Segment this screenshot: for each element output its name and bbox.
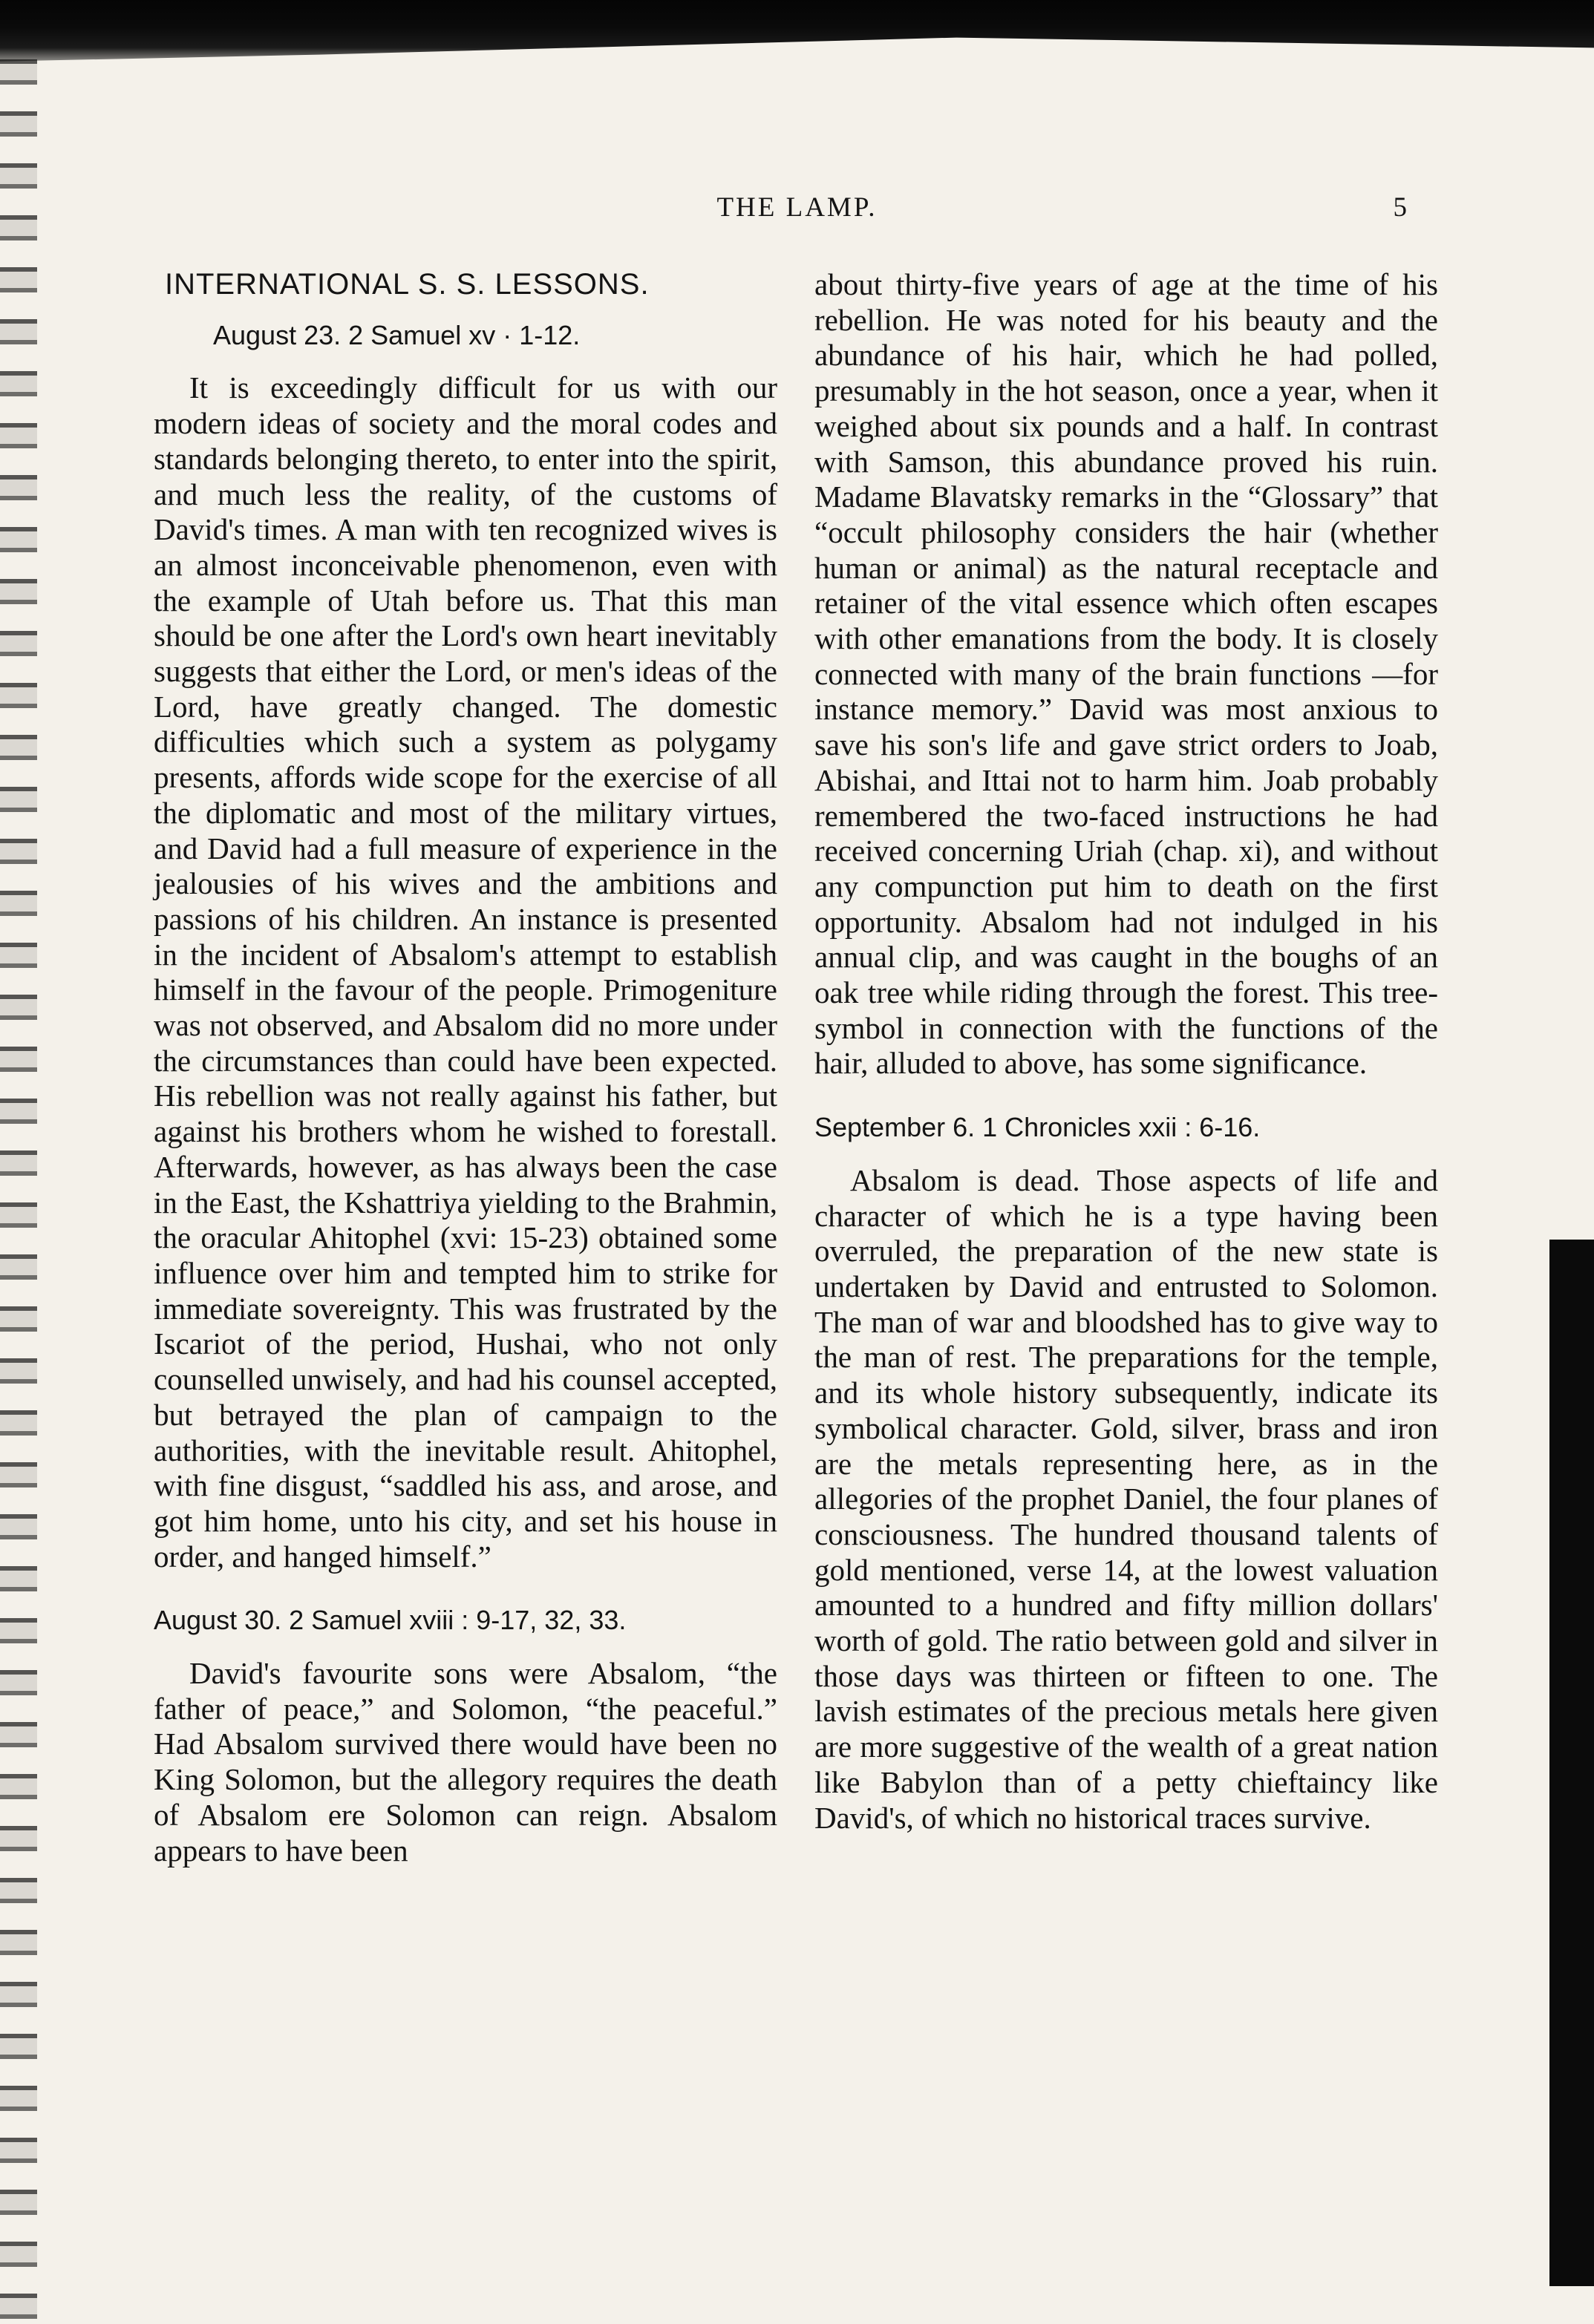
lesson-reference-aug-30: August 30. 2 Samuel xviii : 9-17, 32, 33. xyxy=(154,1605,627,1636)
lesson-paragraph-sep-6: Absalom is dead. Those aspects of life and character of which he is a type having been overruled, the preparation of the new state is undertaken by David and entrusted to Solomon. The man of war and bloodshed has to give way to the man of rest. The preparations for the temple, and its whole history subsequently, indicate its symbolical character. Gold, silver, brass and iron are the metals representing here, as in the allegories of the prophet Daniel, the four planes of consciousness. The hundred thousand talents of gold mentioned, verse 14, at the lowest valuation amounted to a hundred and fifty million dollars' worth of gold. The ratio between gold and silver in those days was thirteen or fifteen to one. The lavish estimates of the precious metals here given are more suggestive of the wealth of a great nation like Babylon than of a petty chieftaincy like David's, of which no historical traces survive. xyxy=(814,1162,1438,1835)
scan-border-top xyxy=(0,0,1594,68)
left-column xyxy=(154,267,777,1868)
lesson-reference-aug-23: August 23. 2 Samuel xv · 1-12. xyxy=(213,319,581,350)
lesson-paragraph-aug-23: It is exceedingly difficult for us with our modern ideas of society and the moral codes and standards belonging thereto, to enter into the spirit, and much less the reality, of the customs of David's times. A man with ten recognized wives is an almost inconceivable phenomenon, even with the example of Utah before us. That this man should be one after the Lord's own heart inevitably suggests that either the Lord, or men's ideas of the Lord, have greatly changed. The domestic difficulties which such a system as polygamy presents, affords wide scope for the exercise of all the diplomatic and most of the military virtues, and David had a full measure of experience in the jealousies of his wives and the ambitions and passions of his children. An instance is presented in the incident of Absalom's attempt to establish himself in the favour of the people. Primogeniture was not observed, and Absalom did no more under the circumstances than could have been expected. His rebellion was not really against his father, but against his brothers whom he wished to forestall. Afterwards, however, as has always been the case in the East, the Kshattriya yielding to the Brahmin, the oracular Ahitophel (xvi: 15-23) obtained some influence over him and tempted him to strike for immediate sovereignty. This was frustrated by the Iscariot of the period, Hushai, who not only counselled unwisely, and had his counsel accepted, but betrayed the plan of campaign to the authorities, with the inevitable result. Ahitophel, with fine disgust, “saddled his ass, and arose, and got him home, unto his city, and set his house in order, and hanged himself.” xyxy=(154,370,777,1574)
lesson-reference-sep-6: September 6. 1 Chronicles xxii : 6-16. xyxy=(814,1112,1261,1143)
running-title: THE LAMP. xyxy=(716,192,878,223)
paragraph-spacer xyxy=(814,1081,1438,1110)
lesson-paragraph-aug-30-start: David's favourite sons were Absalom, “the father of peace,” and Solomon, “the peaceful.” Had Absalom survived there would have been no King Solomon, but the allegory requires the death of Absalom ere Solomon can reign. Absalom appears to have been xyxy=(154,1656,777,1868)
lesson-paragraph-aug-30-cont: about thirty-five years of age at the time of his rebellion. He was noted for his beauty and the abundance of his hair, which he had polled, presumably in the hot season, once a year, when it weighed about six pounds and a half. In contrast with Samson, this abundance proved his ruin. Madame Blavatsky remarks in the “Glossary” that “occult philosophy considers the hair (whether human or animal) as the natural receptacle and retainer of the vital essence which often escapes with other emanations from the body. It is closely connected with many of the brain functions —for instance memory.” David was most anxious to save his son's life and gave strict orders to Joab, Abishai, and Ittai not to harm him. Joab probably remembered the two-faced instructions he had received concerning Uriah (chap. xi), and without any compunction put him to death on the first opportunity. Absalom had not indulged in his annual clip, and was caught in the boughs of an oak tree while riding through the forest. This tree-symbol in connection with the functions of the hair, alluded to above, has some significance. xyxy=(814,267,1438,1081)
right-column xyxy=(814,267,1438,1836)
running-header xyxy=(0,192,1594,236)
paragraph-spacer xyxy=(154,1574,777,1603)
page-number: 5 xyxy=(1393,192,1407,223)
scan-border-left xyxy=(0,59,37,2324)
scan-border-right xyxy=(1549,1240,1594,2286)
section-heading: INTERNATIONAL S. S. LESSONS. xyxy=(165,268,650,301)
